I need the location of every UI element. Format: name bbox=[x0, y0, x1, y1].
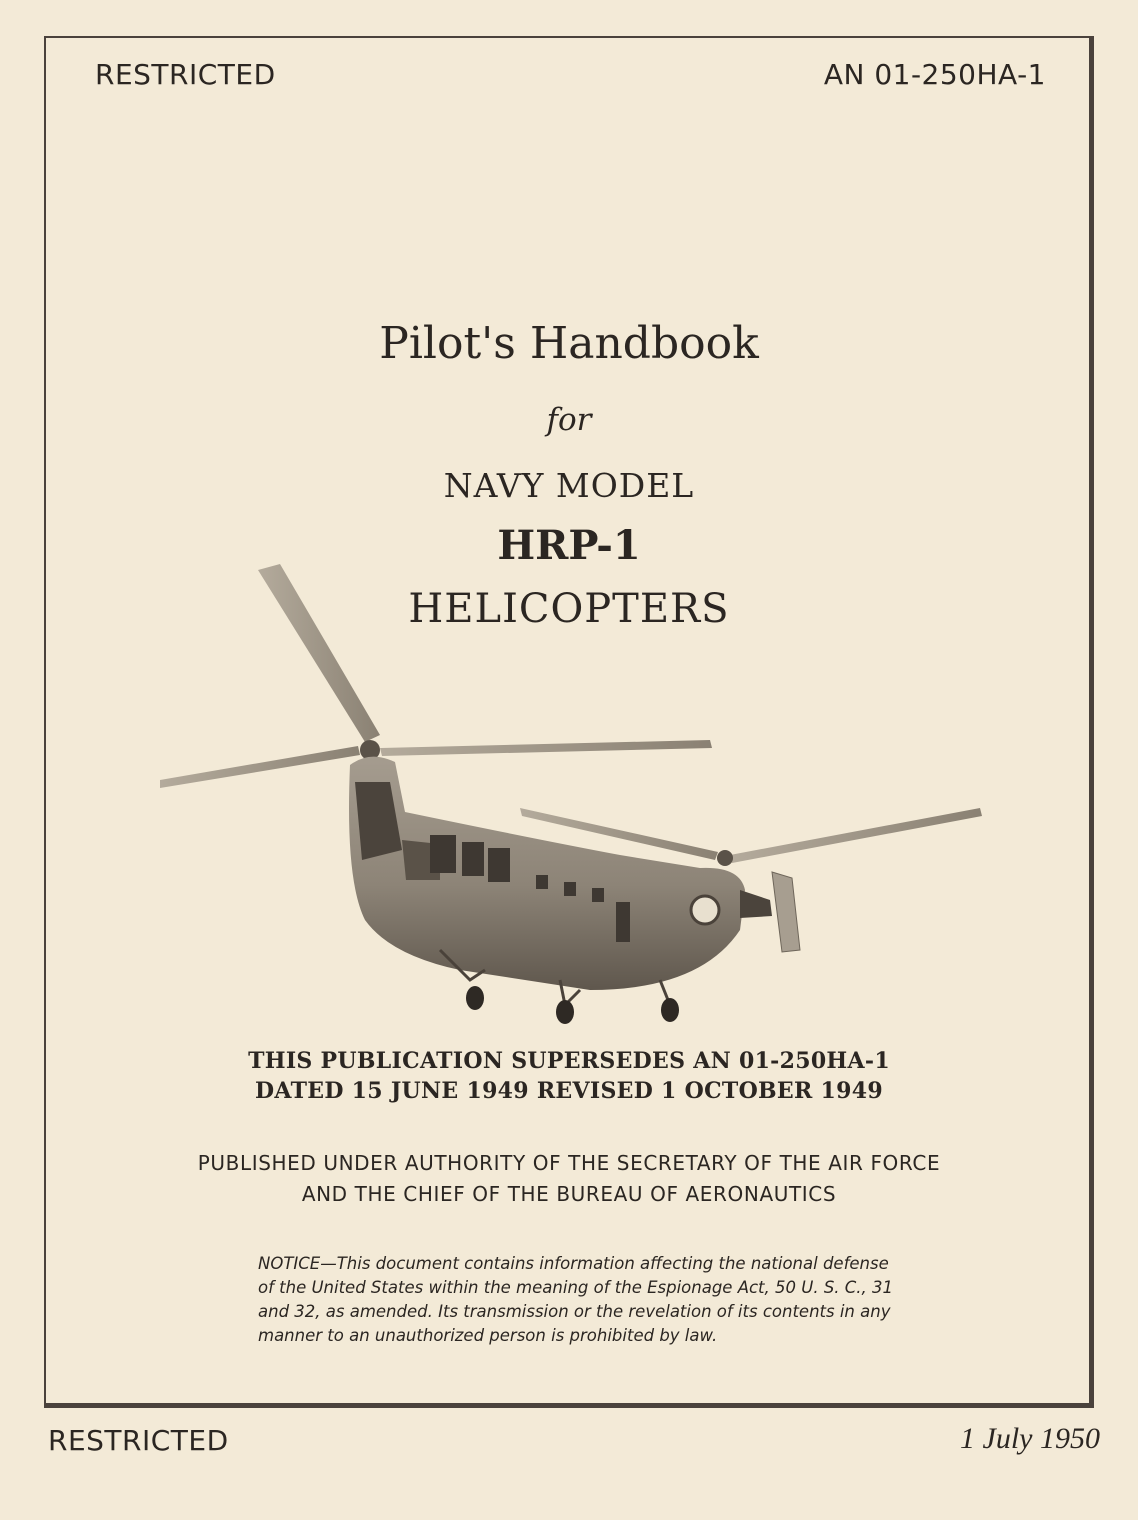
star-insignia-icon bbox=[691, 896, 719, 924]
title-helicopters: HELICOPTERS bbox=[408, 586, 730, 632]
title-model-number: HRP-1 bbox=[497, 522, 641, 569]
helicopter-photo bbox=[140, 550, 1000, 1040]
supersedes-notice bbox=[0, 1046, 1138, 1106]
title-for: for bbox=[546, 402, 592, 438]
front-rotor-icon bbox=[160, 564, 712, 788]
authority-statement bbox=[0, 1148, 1138, 1210]
espionage-notice: NOTICE—This document contains information affecting the national defense of the United States within the meaning of the Espionage Act, 50 U. S. C., 31 and 32, as amended. Its transmission or the revelation of its contents in any manner to an unauthorized person is prohibited by law. bbox=[258, 1254, 894, 1345]
supersedes-line-1: THIS PUBLICATION SUPERSEDES AN 01-250HA-1 bbox=[248, 1048, 890, 1074]
header-restricted: RESTRICTED bbox=[95, 58, 276, 91]
supersedes-line-2: DATED 15 JUNE 1949 REVISED 1 OCTOBER 1949 bbox=[255, 1078, 883, 1104]
authority-line-2: AND THE CHIEF OF THE BUREAU OF AERONAUTICS bbox=[301, 1182, 837, 1206]
footer-restricted: RESTRICTED bbox=[48, 1424, 229, 1457]
publication-date: 1 July 1950 bbox=[960, 1422, 1100, 1455]
handbook-title: Pilot's Handbook bbox=[379, 318, 759, 369]
document-number: AN 01-250HA-1 bbox=[823, 58, 1046, 91]
title-navy-model: NAVY MODEL bbox=[443, 466, 695, 505]
authority-line-1: PUBLISHED UNDER AUTHORITY OF THE SECRETARY OF THE AIR FORCE bbox=[197, 1151, 941, 1175]
